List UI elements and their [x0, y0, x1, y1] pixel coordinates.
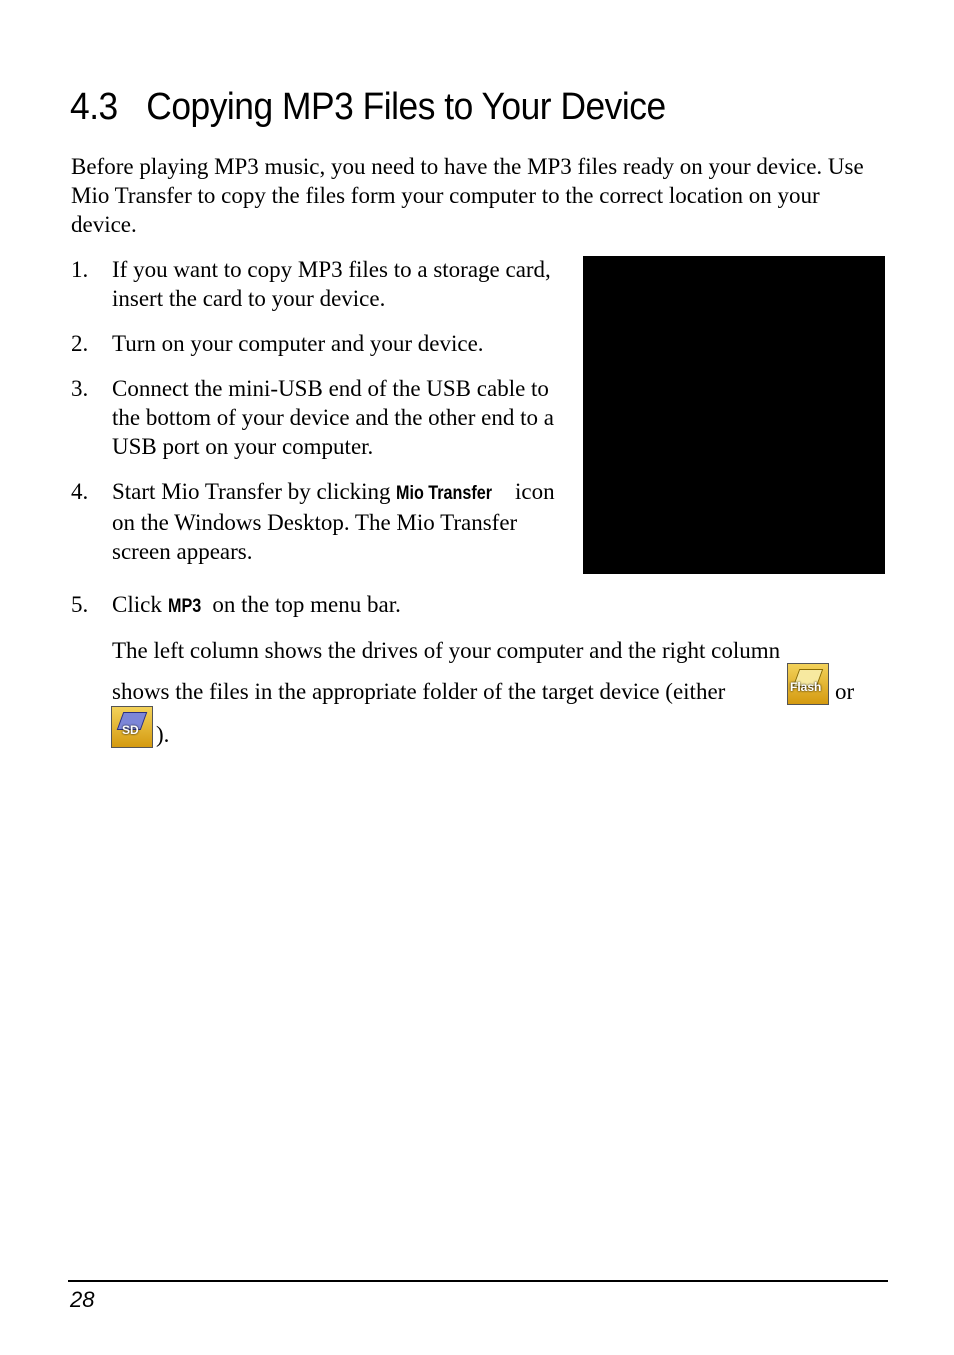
step-text: Connect the mini-USB end of the USB cable to the bottom of your device and the other end to a USB port on your computer.: [112, 376, 554, 459]
explanation-line-1: The left column shows the drives of your computer and the right column: [112, 638, 781, 663]
section-title: Copying MP3 Files to Your Device: [146, 86, 666, 128]
step-text-after: on the top menu bar.: [206, 592, 401, 617]
mio-transfer-ui-label: Mio Transfer: [396, 483, 493, 504]
mp3-ui-label: MP3: [167, 596, 201, 617]
step-text-before: Click: [112, 592, 168, 617]
step-number: 5.: [71, 592, 89, 617]
closing-text: ).: [156, 722, 170, 747]
footer-rule: [68, 1280, 888, 1282]
page-number: 28: [70, 1287, 95, 1312]
drives-explanation: [112, 636, 872, 747]
mio-transfer-screenshot: [583, 256, 885, 574]
step-text-before: Start Mio Transfer by clicking: [112, 479, 397, 504]
intro-paragraph: Before playing MP3 music, you need to have the MP3 files ready on your device. Use Mio Transfer to copy the files form your computer to the correct location on your device.: [71, 154, 864, 237]
sd-card-icon: SD: [111, 706, 153, 748]
explanation-line-2: [112, 677, 855, 706]
step-text: If you want to copy MP3 files to a storage card, insert the card to your device.: [112, 257, 551, 311]
step-number: 3.: [71, 376, 89, 401]
explanation-line-2-text: shows the files in the appropriate folder of the target device (either: [112, 679, 726, 704]
flash-memory-icon: Flash: [787, 663, 829, 705]
step-number: 2.: [71, 331, 89, 356]
step-text: [112, 590, 872, 621]
step-number: 1.: [71, 257, 89, 282]
step-number: 4.: [71, 479, 89, 504]
step-text-after: icon on the Windows Desktop. The Mio Transfer screen appears.: [112, 479, 555, 564]
or-text: or: [835, 679, 855, 704]
section-heading: [70, 84, 666, 130]
step-text: Turn on your computer and your device.: [112, 331, 484, 356]
step-text: [112, 477, 572, 566]
section-number: 4.3: [70, 86, 118, 128]
